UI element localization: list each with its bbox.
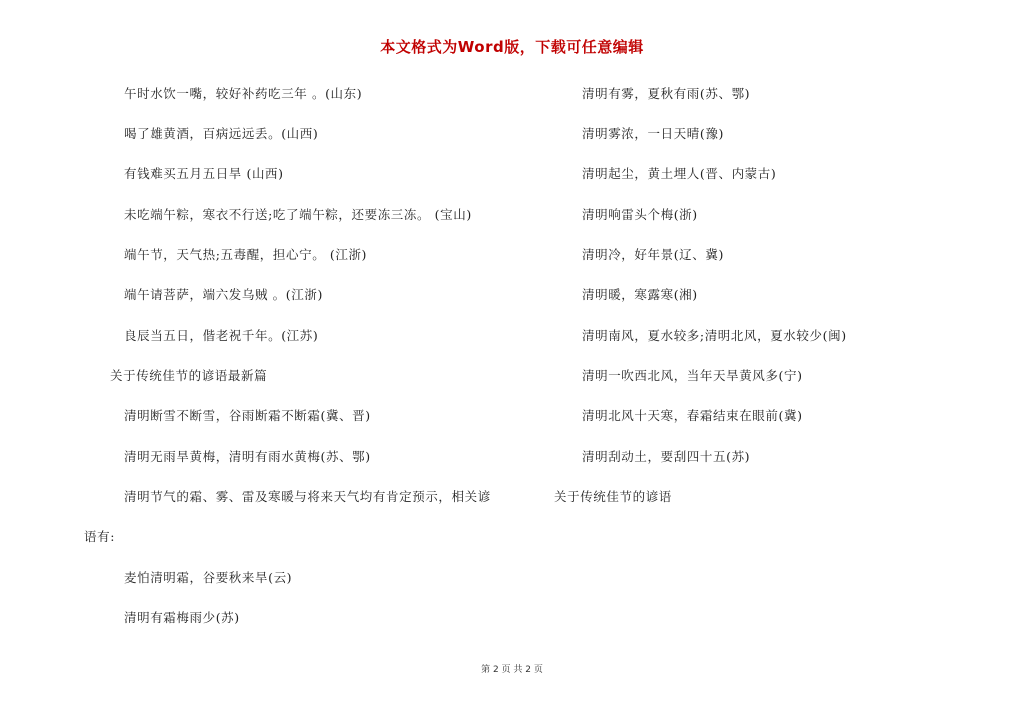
proverb-line: 端午节，天气热;五毒醒，担心宁。 (江浙) xyxy=(124,247,368,262)
proverb-line: 清明冷，好年景(辽、冀) xyxy=(582,247,724,262)
proverb-line: 端午请菩萨，端六发乌贼 。(江浙) xyxy=(124,287,323,302)
paragraph-line: 语有: xyxy=(84,529,116,544)
proverb-line: 清明有霜梅雨少(苏) xyxy=(124,610,240,625)
proverb-line: 清明起尘，黄土埋人(晋、内蒙古) xyxy=(582,166,777,181)
proverb-line: 清明无雨旱黄梅，清明有雨水黄梅(苏、鄂) xyxy=(124,449,371,464)
paragraph-line: 清明节气的霜、雾、雷及寒暖与将来天气均有肯定预示，相关谚 xyxy=(124,489,491,504)
proverb-line: 清明雾浓，一日天晴(豫) xyxy=(582,126,724,141)
proverb-line: 清明一吹西北风，当年天旱黄风多(宁) xyxy=(582,368,803,383)
page-number: 第 2 页 共 2 页 xyxy=(481,665,543,675)
document-header-title: 本文格式为Word版，下载可任意编辑 xyxy=(380,38,644,56)
proverb-line: 清明有雾，夏秋有雨(苏、鄂) xyxy=(582,86,751,101)
proverb-line: 清明刮动土，要刮四十五(苏) xyxy=(582,449,751,464)
proverb-line: 清明南风，夏水较多;清明北风，夏水较少(闽) xyxy=(582,328,847,343)
proverb-line: 午时水饮一嘴，较好补药吃三年 。(山东) xyxy=(124,86,363,101)
proverb-line: 清明响雷头个梅(浙) xyxy=(582,207,698,222)
proverb-line: 喝了雄黄酒，百病远远丢。(山西) xyxy=(124,126,319,141)
proverb-line: 清明北风十天寒，春霜结束在眼前(冀) xyxy=(582,408,803,423)
proverb-line: 有钱难买五月五日旱 (山西) xyxy=(124,166,284,181)
proverb-line: 清明暖，寒露寒(湘) xyxy=(582,287,698,302)
proverb-line: 良辰当五日，偕老祝千年。(江苏) xyxy=(124,328,319,343)
section-heading: 关于传统佳节的谚语 xyxy=(554,489,672,504)
proverb-line: 未吃端午粽，寒衣不行送;吃了端午粽，还要冻三冻。 (宝山) xyxy=(124,207,472,222)
section-heading: 关于传统佳节的谚语最新篇 xyxy=(110,368,268,383)
proverb-line: 麦怕清明霜，谷要秋来旱(云) xyxy=(124,570,293,585)
proverb-line: 清明断雪不断雪，谷雨断霜不断霜(冀、晋) xyxy=(124,408,371,423)
